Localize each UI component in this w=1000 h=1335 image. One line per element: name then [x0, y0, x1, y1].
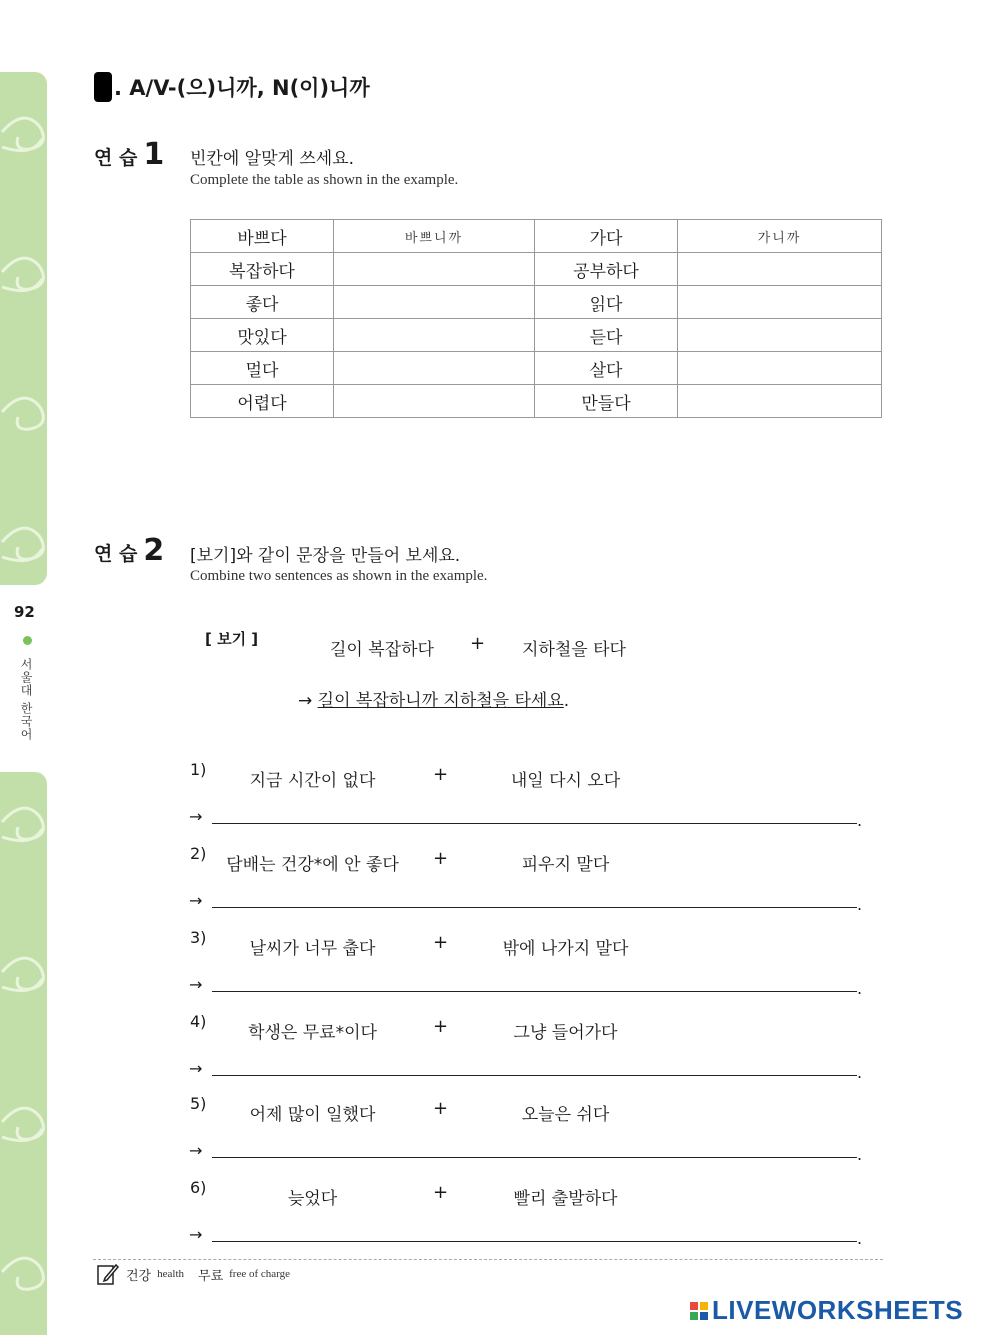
item-period: . — [857, 895, 863, 914]
answer-field[interactable] — [334, 352, 535, 385]
answer-line[interactable] — [212, 1075, 857, 1076]
verb-cell: 공부하다 — [535, 253, 678, 286]
item-plus: + — [433, 764, 449, 785]
table-row — [191, 220, 882, 253]
table-row — [191, 385, 882, 418]
side-decoration-top — [0, 72, 47, 585]
item-clause-a: 날씨가 너무 춥다 — [249, 939, 376, 959]
answer-line[interactable] — [212, 907, 857, 908]
section-title — [94, 72, 370, 102]
item-arrow: → — [189, 975, 203, 994]
item-plus: + — [433, 1182, 449, 1203]
item-arrow: → — [189, 1225, 203, 1244]
item-period: . — [857, 1229, 863, 1248]
verb-cell: 읽다 — [535, 286, 678, 319]
verb-cell: 가다 — [535, 220, 678, 253]
example-label: [ 보기 ] — [205, 630, 259, 648]
item-clause-a: 늦었다 — [287, 1189, 338, 1209]
exercise-2-label-text: 연 습 — [94, 543, 138, 565]
verb-cell: 바쁘다 — [191, 220, 334, 253]
exercise-item — [0, 1012, 1000, 1096]
exercise-2-instruction-en: Combine two sentences as shown in the example. — [190, 568, 488, 584]
item-clause-b: 내일 다시 오다 — [510, 771, 621, 791]
item-arrow: → — [189, 807, 203, 826]
answer-field[interactable] — [334, 319, 535, 352]
liveworksheets-logo — [690, 1295, 963, 1326]
item-clause-a: 학생은 무료*이다 — [248, 1023, 377, 1043]
item-number: 6) — [190, 1178, 207, 1197]
vocab-footer — [96, 1262, 298, 1286]
exercise-2-number: 2 — [143, 533, 165, 568]
verb-cell: 살다 — [535, 352, 678, 385]
item-number: 2) — [190, 844, 207, 863]
answer-field[interactable] — [678, 319, 882, 352]
answer-field[interactable] — [678, 352, 882, 385]
answer-field[interactable] — [678, 286, 882, 319]
brand-text: LIVEWORKSHEETS — [712, 1295, 964, 1325]
vocab-en: health — [157, 1268, 185, 1280]
exercise-item — [0, 1094, 1000, 1178]
vocab-en: free of charge — [229, 1268, 291, 1280]
item-period: . — [857, 811, 863, 830]
item-clause-b: 그냥 들어가다 — [513, 1023, 618, 1043]
answer-line[interactable] — [212, 1157, 857, 1158]
item-plus: + — [433, 1098, 449, 1119]
item-number: 1) — [190, 760, 207, 779]
verb-cell: 듣다 — [535, 319, 678, 352]
example-clause-a: 길이 복잡하다 — [330, 640, 434, 660]
item-number: 5) — [190, 1094, 207, 1113]
section-number-box — [94, 72, 112, 102]
item-clause-b: 밖에 나가지 말다 — [502, 939, 629, 959]
item-period: . — [857, 1063, 863, 1082]
item-clause-b: 피우지 말다 — [521, 855, 610, 875]
table-row — [191, 286, 882, 319]
item-arrow: → — [189, 1059, 203, 1078]
item-period: . — [857, 979, 863, 998]
answer-line[interactable] — [212, 991, 857, 992]
logo-mark-icon — [690, 1302, 708, 1320]
item-clause-b: 오늘은 쉬다 — [521, 1105, 610, 1125]
vocab-ko: 건강 — [126, 1268, 152, 1284]
verb-cell: 만들다 — [535, 385, 678, 418]
exercise-item — [0, 928, 1000, 1012]
example-period: . — [563, 691, 570, 711]
exercise-2-label — [94, 533, 164, 568]
exercise-1-number: 1 — [143, 137, 165, 172]
vocab-ko: 무료 — [198, 1268, 224, 1284]
pencil-note-icon — [96, 1262, 120, 1286]
item-clause-a: 지금 시간이 없다 — [249, 771, 376, 791]
item-period: . — [857, 1145, 863, 1164]
exercise-2-instruction-ko: [보기]와 같이 문장을 만들어 보세요. — [190, 546, 461, 566]
footer-divider — [93, 1259, 883, 1260]
exercise-1-instruction-en: Complete the table as shown in the example. — [190, 172, 459, 188]
answer-field[interactable] — [334, 286, 535, 319]
example-answer-text: 길이 복잡하니까 지하철을 타세요 — [317, 691, 564, 711]
answer-field[interactable]: 가니까 — [678, 220, 882, 253]
answer-field[interactable] — [678, 253, 882, 286]
example-arrow: → — [298, 691, 313, 711]
table-row — [191, 253, 882, 286]
page-number: 92 — [14, 603, 35, 621]
answer-field[interactable] — [334, 385, 535, 418]
answer-field[interactable]: 바쁘니까 — [334, 220, 535, 253]
item-clause-b: 빨리 출발하다 — [513, 1189, 618, 1209]
verb-cell: 복잡하다 — [191, 253, 334, 286]
exercise-item — [0, 1178, 1000, 1262]
answer-line[interactable] — [212, 823, 857, 824]
exercise-1-label-text: 연 습 — [94, 147, 138, 169]
answer-field[interactable] — [678, 385, 882, 418]
exercise-1-instruction-ko: 빈칸에 알맞게 쓰세요. — [190, 149, 355, 169]
item-clause-a: 어제 많이 일했다 — [249, 1105, 376, 1125]
example-answer — [298, 686, 569, 711]
item-plus: + — [433, 848, 449, 869]
verb-cell: 멀다 — [191, 352, 334, 385]
page-dot — [23, 636, 32, 645]
verb-cell: 어렵다 — [191, 385, 334, 418]
answer-field[interactable] — [334, 253, 535, 286]
table-row — [191, 319, 882, 352]
table-row — [191, 352, 882, 385]
item-number: 3) — [190, 928, 207, 947]
item-clause-a: 담배는 건강*에 안 좋다 — [226, 855, 399, 875]
exercise-item — [0, 760, 1000, 844]
section-title-text: . A/V-(으)니까, N(이)니까 — [114, 76, 370, 100]
verb-cell: 좋다 — [191, 286, 334, 319]
book-title: 서울대 한국어 — [19, 658, 33, 741]
item-arrow: → — [189, 891, 203, 910]
item-plus: + — [433, 1016, 449, 1037]
verb-cell: 맛있다 — [191, 319, 334, 352]
example-plus: + — [470, 633, 486, 654]
item-number: 4) — [190, 1012, 207, 1031]
example-clause-b: 지하철을 타다 — [522, 640, 626, 660]
conjugation-table — [190, 219, 882, 418]
item-arrow: → — [189, 1141, 203, 1160]
item-plus: + — [433, 932, 449, 953]
answer-line[interactable] — [212, 1241, 857, 1242]
exercise-1-label — [94, 137, 164, 172]
exercise-item — [0, 844, 1000, 928]
